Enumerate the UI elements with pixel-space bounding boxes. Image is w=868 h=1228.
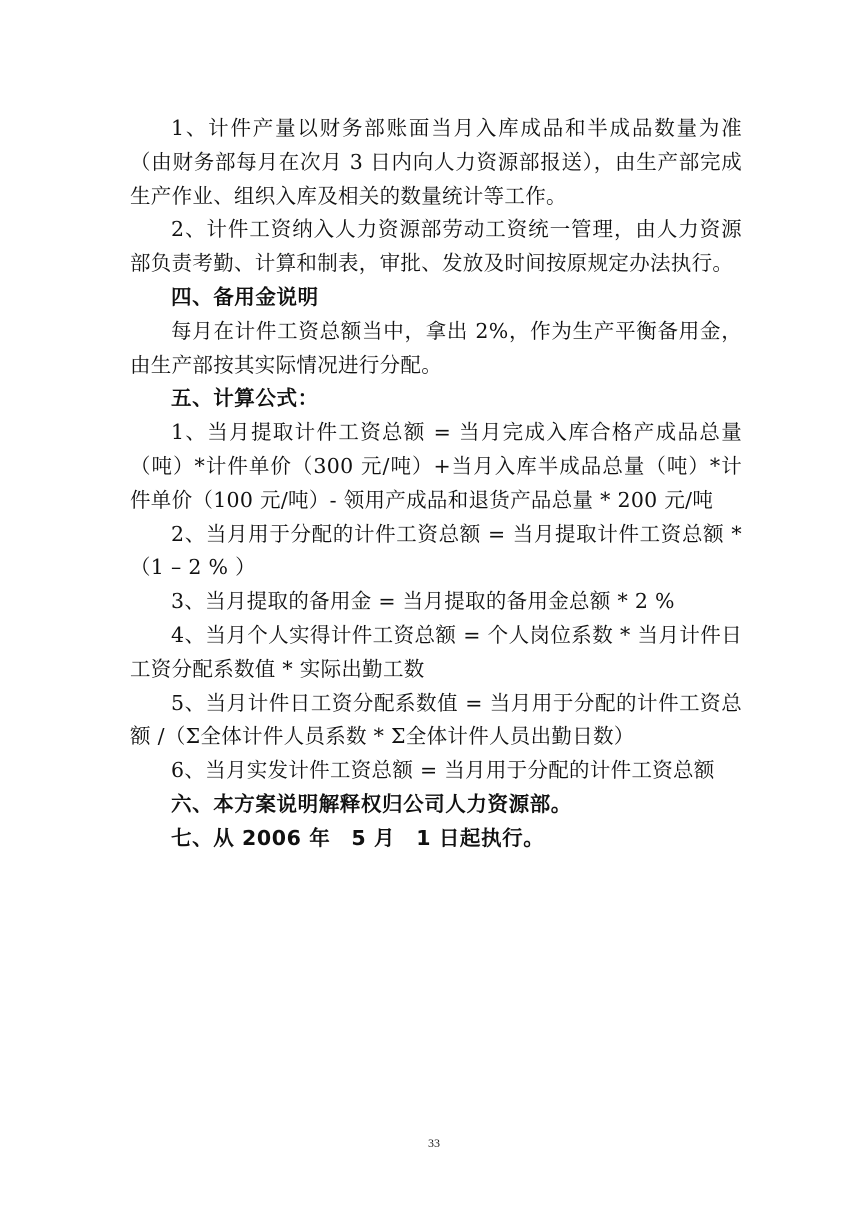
- formula-reserve-fund: 3、当月提取的备用金 = 当月提取的备用金总额 * 2 %: [171, 589, 675, 614]
- formula-individual-wage: 4、当月个人实得计件工资总额 = 个人岗位系数 * 当月计件日工资分配系数值 * 实际出勤工数: [130, 622, 742, 681]
- section-heading-reserve-fund: 四、备用金说明: [171, 284, 319, 309]
- section-heading-effective-date: 七、从 2006 年 5 月 1 日起执行。: [171, 825, 545, 850]
- section-heading-formulas: 五、计算公式：: [171, 386, 319, 411]
- page-number: 33: [428, 1136, 440, 1150]
- paragraph-piece-wage-management: 2、计件工资纳入人力资源部劳动工资统一管理，由人力资源部负责考勤、计算和制表，审批、发放及时间按原规定办法执行。: [130, 217, 742, 276]
- paragraph-piece-output-basis: 1、计件产量以财务部账面当月入库成品和半成品数量为准（由财务部每月在次月 3 日内向人力资源部报送），由生产部完成生产作业、组织入库及相关的数量统计等工作。: [130, 116, 742, 208]
- section-heading-interpretation: 六、本方案说明解释权归公司人力资源部。: [171, 791, 572, 816]
- paragraph-reserve-fund: 每月在计件工资总额当中，拿出 2%，作为生产平衡备用金，由生产部按其实际情况进行分配。: [130, 318, 742, 377]
- document-body: [130, 112, 742, 856]
- formula-actual-paid: 6、当月实发计件工资总额 = 当月用于分配的计件工资总额: [171, 758, 715, 783]
- formula-total-extracted: 1、当月提取计件工资总额 = 当月完成入库合格产成品总量（吨）*计件单价（300 元/吨）+当月入库半成品总量（吨）*计件单价（100 元/吨）- 领用产成品和退货产品总量 * 200 元/吨: [130, 420, 742, 512]
- formula-distributable-total: 2、当月用于分配的计件工资总额 = 当月提取计件工资总额 *（1 – 2 % ）: [130, 521, 742, 580]
- formula-daily-coefficient: 5、当月计件日工资分配系数值 = 当月用于分配的计件工资总额 /（Σ全体计件人员系数 * Σ全体计件人员出勤日数）: [130, 690, 742, 749]
